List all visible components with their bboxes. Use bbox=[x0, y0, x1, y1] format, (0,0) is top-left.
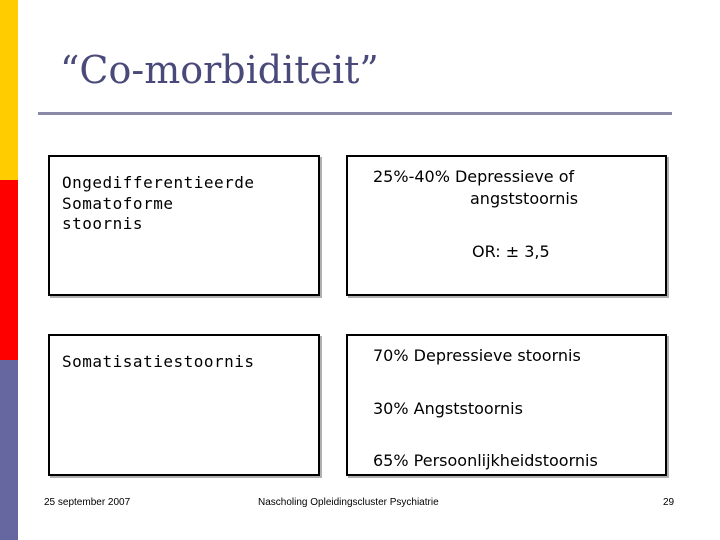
box4-line-2: 30% Angststoornis bbox=[373, 399, 523, 418]
box1-line-2: Somatoforme bbox=[62, 194, 174, 213]
box4-line-3: 65% Persoonlijkheidstoornis bbox=[373, 451, 598, 470]
accent-bar-blue bbox=[0, 360, 18, 540]
slide-title: “Co-morbiditeit” bbox=[60, 48, 379, 92]
box1-line-1: Ongedifferentieerde bbox=[62, 173, 255, 192]
footer-course: Nascholing Opleidingscluster Psychiatrie bbox=[258, 497, 439, 508]
footer-page-number: 29 bbox=[663, 497, 675, 508]
box2-odds-ratio: OR: ± 3,5 bbox=[472, 242, 550, 261]
box3-line-1: Somatisatiestoornis bbox=[62, 352, 255, 371]
footer-date: 25 september 2007 bbox=[44, 497, 131, 508]
title-divider bbox=[38, 112, 672, 115]
box4-line-1: 70% Depressieve stoornis bbox=[373, 346, 581, 365]
box2-line-2: angststoornis bbox=[470, 189, 579, 208]
box2-line-1: 25%-40% Depressieve of bbox=[373, 167, 575, 186]
accent-bar-red bbox=[0, 180, 18, 360]
box1-line-3: stoornis bbox=[62, 214, 144, 233]
accent-bar-yellow bbox=[0, 0, 18, 180]
